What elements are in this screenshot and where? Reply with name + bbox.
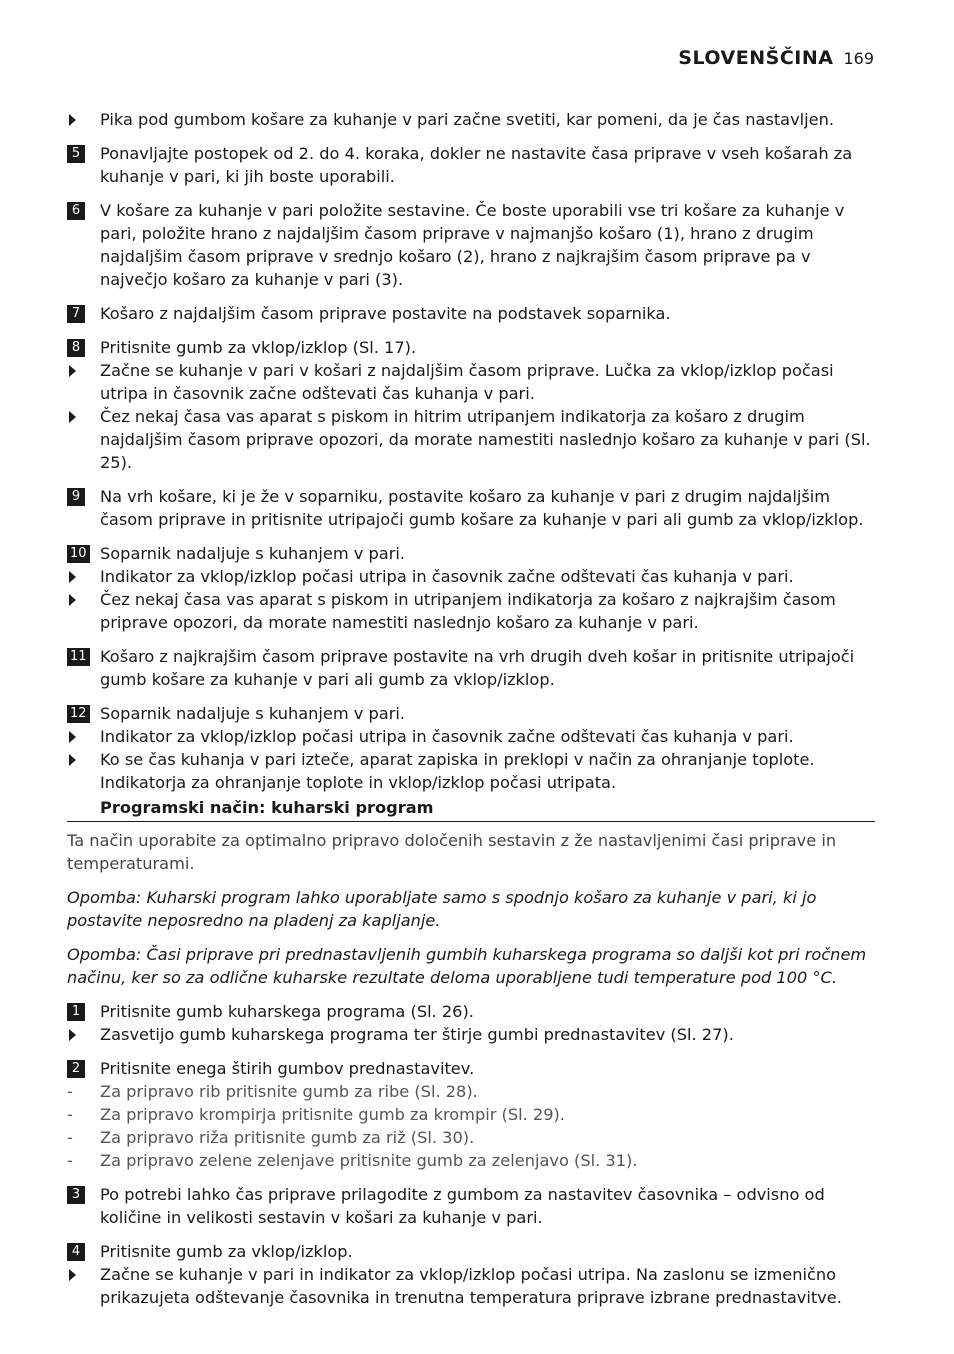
note-paragraph: Opomba: Kuharski program lahko uporabljate samo s spodnjo košaro za kuhanje v pari, ki jo postavite neposredno na pladenj za kapljanje. <box>67 888 817 930</box>
intro-paragraph: Ta način uporabite za optimalno pripravo določenih sestavin z že nastavljenimi časi priprave in temperaturami. <box>67 831 837 873</box>
option-text: Za pripravo krompirja pritisnite gumb za krompir (Sl. 29). <box>100 1105 565 1124</box>
step-text: Soparnik nadaljuje s kuhanjem v pari. <box>100 704 405 723</box>
result-text: Čez nekaj časa vas aparat s piskom in utripanjem indikatorja za košaro z najkrajšim časom priprave opozori, da morate namestiti naslednjo košaro za kuhanje v pari. <box>100 590 836 632</box>
triangle-bullet-icon <box>69 1269 76 1281</box>
spacer <box>67 325 875 336</box>
spacer <box>67 474 875 485</box>
step-text: Na vrh košare, ki je že v soparniku, postavite košaro za kuhanje v pari z drugim najdaljšim časom priprave in pritisnite utripajoči gumb košare za kuhanje v pari ali gumb za vklop/izklop. <box>100 487 864 529</box>
dash-bullet-icon: - <box>67 1105 73 1124</box>
step-number: 10 <box>67 545 90 563</box>
spacer <box>67 875 875 886</box>
step-item <box>67 645 875 691</box>
result-text: Indikator za vklop/izklop počasi utripa in časovnik začne odštevati čas kuhanja v pari. <box>100 727 794 746</box>
triangle-bullet-icon <box>69 731 76 743</box>
result-text: Zasvetijo gumb kuharskega programa ter štirje gumbi prednastavitev (Sl. 27). <box>100 1025 734 1044</box>
page-number: 169 <box>843 49 874 68</box>
result-text: Pika pod gumbom košare za kuhanje v pari začne svetiti, kar pomeni, da je čas nastavljen. <box>100 110 835 129</box>
step-number: 3 <box>67 1186 85 1204</box>
result-item <box>67 725 875 748</box>
step-item <box>67 1057 875 1080</box>
spacer <box>67 989 875 1000</box>
spacer <box>67 932 875 943</box>
spacer <box>67 691 875 702</box>
option-text: Za pripravo zelene zelenjave pritisnite gumb za zelenjavo (Sl. 31). <box>100 1151 638 1170</box>
step-item <box>67 1240 875 1263</box>
page-header <box>678 47 874 69</box>
step-text: Pritisnite gumb kuharskega programa (Sl. 26). <box>100 1002 474 1021</box>
result-item <box>67 588 875 634</box>
language-label: SLOVENŠČINA <box>678 47 834 69</box>
step-text: Pritisnite enega štirih gumbov prednastavitev. <box>100 1059 475 1078</box>
spacer <box>67 291 875 302</box>
spacer <box>67 188 875 199</box>
result-text: Ko se čas kuhanja v pari izteče, aparat zapiska in preklopi v način za ohranjanje toplote. Indikatorja za ohranjanje toplote in vklop/izklop počasi utripata. <box>100 750 815 792</box>
step-number: 5 <box>67 145 85 163</box>
triangle-bullet-icon <box>69 411 76 423</box>
step-text: Košaro z najkrajšim časom priprave postavite na vrh drugih dveh košar in pritisnite utripajoči gumb košare za kuhanje v pari ali gumb za vklop/izklop. <box>100 647 855 689</box>
result-text: Indikator za vklop/izklop počasi utripa in časovnik začne odštevati čas kuhanja v pari. <box>100 567 794 586</box>
spacer <box>67 634 875 645</box>
section-heading: Programski način: kuharski program <box>67 796 875 822</box>
option-item <box>67 1126 875 1149</box>
step-item <box>67 199 875 291</box>
dash-bullet-icon: - <box>67 1128 73 1147</box>
step-text: Košaro z najdaljšim časom priprave postavite na podstavek soparnika. <box>100 304 671 323</box>
step-number: 11 <box>67 648 90 666</box>
result-item <box>67 405 875 474</box>
option-text: Za pripravo riža pritisnite gumb za riž (Sl. 30). <box>100 1128 475 1147</box>
step-item <box>67 302 875 325</box>
triangle-bullet-icon <box>69 365 76 377</box>
result-text: Čez nekaj časa vas aparat s piskom in hitrim utripanjem indikatorja za košaro z drugim najdaljšim časom priprave opozori, da morate namestiti naslednjo košaro za kuhanje v pari (Sl. 25). <box>100 407 871 472</box>
instructions-body <box>67 108 875 1309</box>
step-item <box>67 1000 875 1023</box>
step-item <box>67 485 875 531</box>
step-text: Ponavljajte postopek od 2. do 4. koraka, dokler ne nastavite časa priprave v vseh košarah za kuhanje v pari, ki jih boste uporabili. <box>100 144 853 186</box>
spacer <box>67 531 875 542</box>
step-text: Soparnik nadaljuje s kuhanjem v pari. <box>100 544 405 563</box>
result-item <box>67 359 875 405</box>
spacer <box>67 1172 875 1183</box>
step-number: 7 <box>67 305 85 323</box>
spacer <box>67 1046 875 1057</box>
step-number: 2 <box>67 1060 85 1078</box>
step-text: V košare za kuhanje v pari položite sestavine. Če boste uporabili vse tri košare za kuhanje v pari, položite hrano z najdaljšim časom priprave v najmanjšo košaro (1), hrano z drugim najdaljšim časom priprave v srednjo košaro (2), hrano z najkrajšim časom priprave pa v največjo košaro za kuhanje v pari (3). <box>100 201 845 289</box>
result-item <box>67 565 875 588</box>
option-item <box>67 1103 875 1126</box>
triangle-bullet-icon <box>69 754 76 766</box>
triangle-bullet-icon <box>69 571 76 583</box>
dash-bullet-icon: - <box>67 1082 73 1101</box>
result-text: Začne se kuhanje v pari in indikator za vklop/izklop počasi utripa. Na zaslonu se izmenično prikazujeta odštevanje časovnika in trenutna temperatura priprave izbrane prednastavitve. <box>100 1265 842 1307</box>
option-item <box>67 1149 875 1172</box>
triangle-bullet-icon <box>69 1029 76 1041</box>
option-text: Za pripravo rib pritisnite gumb za ribe (Sl. 28). <box>100 1082 478 1101</box>
step-number: 12 <box>67 705 90 723</box>
spacer <box>67 1229 875 1240</box>
step-text: Po potrebi lahko čas priprave prilagodite z gumbom za nastavitev časovnika – odvisno od količine in velikosti sestavin v košari za kuhanje v pari. <box>100 1185 825 1227</box>
step-number: 1 <box>67 1003 85 1021</box>
step-item <box>67 542 875 565</box>
note-paragraph: Opomba: Časi priprave pri prednastavljenih gumbih kuharskega programa so daljši kot pri ročnem načinu, ker so za odlične kuharske rezultate deloma uporabljene tudi temperature pod 100 °C. <box>67 945 867 987</box>
step-number: 4 <box>67 1243 85 1261</box>
triangle-bullet-icon <box>69 594 76 606</box>
spacer <box>67 131 875 142</box>
triangle-bullet-icon <box>69 114 76 126</box>
step-number: 6 <box>67 202 85 220</box>
option-item <box>67 1080 875 1103</box>
result-item <box>67 108 875 131</box>
result-text: Začne se kuhanje v pari v košari z najdaljšim časom priprave. Lučka za vklop/izklop počasi utripa in časovnik začne odštevati čas kuhanja v pari. <box>100 361 834 403</box>
result-item <box>67 748 875 794</box>
result-item <box>67 1263 875 1309</box>
dash-bullet-icon: - <box>67 1151 73 1170</box>
step-item <box>67 702 875 725</box>
step-number: 9 <box>67 488 85 506</box>
step-text: Pritisnite gumb za vklop/izklop. <box>100 1242 353 1261</box>
step-number: 8 <box>67 339 85 357</box>
result-item <box>67 1023 875 1046</box>
step-item <box>67 1183 875 1229</box>
step-item <box>67 142 875 188</box>
step-item <box>67 336 875 359</box>
step-text: Pritisnite gumb za vklop/izklop (Sl. 17). <box>100 338 417 357</box>
